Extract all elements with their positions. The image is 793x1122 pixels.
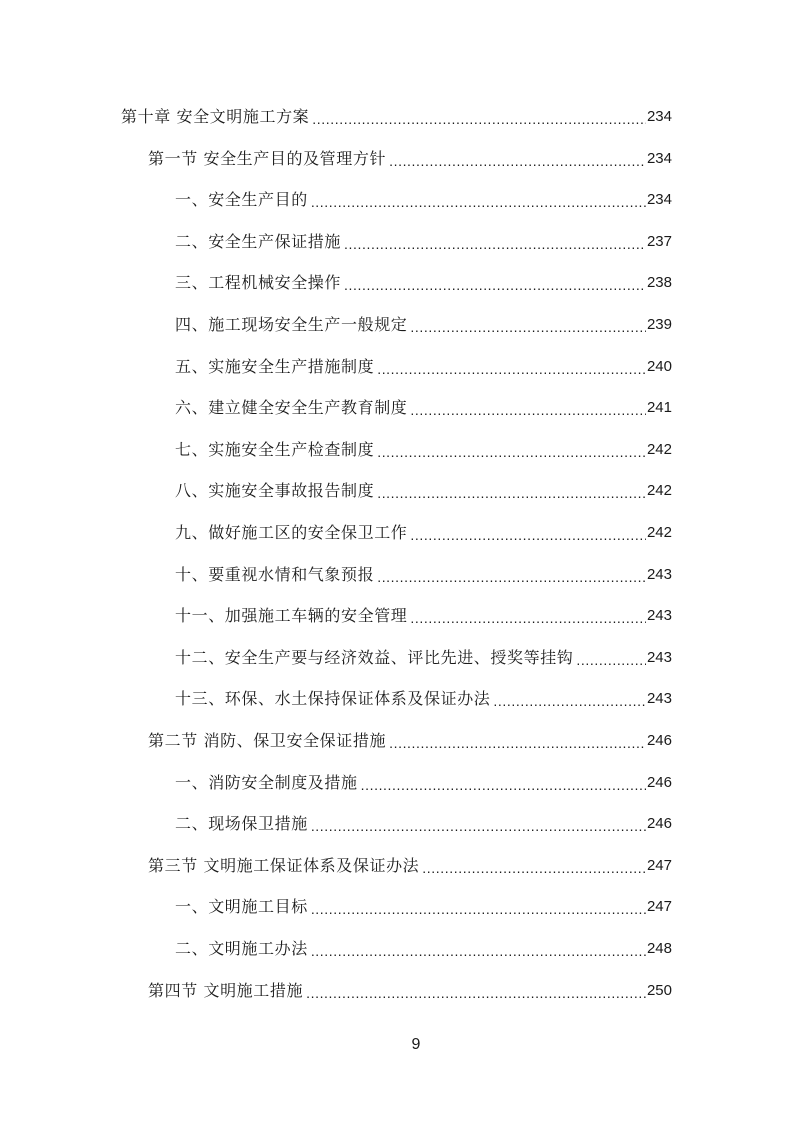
- toc-entry-page: 237: [646, 232, 672, 250]
- toc-entry-page: 243: [646, 607, 672, 625]
- toc-entry-page: 247: [646, 856, 672, 874]
- toc-dot-leader: [311, 931, 646, 971]
- toc-dot-leader: [493, 681, 646, 721]
- toc-entry-title: 四、施工现场安全生产一般规定: [175, 315, 408, 334]
- toc-entry[interactable]: [175, 763, 672, 803]
- toc-entry-title: 第三节 文明施工保证体系及保证办法: [148, 855, 420, 875]
- toc-entry-page: 247: [646, 898, 672, 916]
- toc-dot-leader: [344, 224, 646, 264]
- toc-entry-section-1[interactable]: [148, 139, 672, 179]
- toc-entry-page: 243: [646, 690, 672, 708]
- toc-dot-leader: [410, 515, 646, 555]
- toc-entry[interactable]: [175, 388, 672, 428]
- toc-dot-leader: [576, 640, 646, 680]
- toc-entry-section-4[interactable]: [148, 971, 672, 1011]
- toc-entry-page: 239: [646, 316, 672, 333]
- toc-entry-page: 248: [646, 940, 672, 957]
- toc-entry-page: 234: [646, 191, 672, 209]
- toc-entry-page: 246: [646, 773, 672, 791]
- toc-dot-leader: [389, 723, 646, 763]
- toc-entry-title: 三、工程机械安全操作: [175, 273, 342, 293]
- toc-entry-section-2[interactable]: [148, 721, 672, 761]
- toc-entry[interactable]: [175, 222, 672, 262]
- toc-entry-title: 第一节 安全生产目的及管理方针: [148, 148, 387, 168]
- toc-entry-title: 五、实施安全生产措施制度: [175, 356, 375, 376]
- toc-dot-leader: [389, 141, 646, 181]
- toc-entry-title: 八、实施安全事故报告制度: [175, 481, 375, 501]
- toc-entry-title: 一、安全生产目的: [175, 190, 308, 210]
- toc-entry-title: 第十章 安全文明施工方案: [121, 107, 310, 126]
- toc-entry-page: 234: [646, 149, 672, 167]
- toc-entry-title: 二、文明施工办法: [175, 939, 308, 958]
- toc-entry-page: 240: [646, 357, 672, 375]
- toc-entry-title: 第二节 消防、保卫安全保证措施: [148, 731, 387, 750]
- toc-entry[interactable]: [175, 305, 672, 345]
- toc-dot-leader: [311, 182, 646, 222]
- toc-entry-title: 一、消防安全制度及措施: [175, 772, 358, 792]
- toc-dot-leader: [410, 390, 646, 430]
- toc-entry-title: 十一、加强施工车辆的安全管理: [175, 606, 408, 626]
- toc-entry-page: 243: [646, 565, 672, 583]
- toc-entry[interactable]: [175, 471, 672, 511]
- toc-entry-title: 十、要重视水情和气象预报: [175, 564, 375, 584]
- toc-entry-title: 第四节 文明施工措施: [148, 980, 304, 1000]
- toc-entry-page: 246: [646, 732, 672, 749]
- page-number: 9: [411, 1036, 421, 1053]
- toc-entry-page: 242: [646, 482, 672, 500]
- toc-entry-title: 二、安全生产保证措施: [175, 231, 342, 251]
- toc-entry[interactable]: [175, 887, 672, 927]
- toc-dot-leader: [311, 806, 646, 846]
- toc-entry-title: 九、做好施工区的安全保卫工作: [175, 523, 408, 542]
- toc-entry-page: 234: [646, 108, 672, 125]
- toc-entry[interactable]: [175, 430, 672, 470]
- toc-dot-leader: [377, 349, 646, 389]
- toc-dot-leader: [377, 432, 646, 472]
- toc-entry-chapter-10[interactable]: [121, 97, 672, 137]
- toc-entry-page: 250: [646, 981, 672, 999]
- toc-entry-title: 七、实施安全生产检查制度: [175, 439, 375, 459]
- toc-entry[interactable]: [175, 555, 672, 595]
- toc-entry[interactable]: [175, 513, 672, 553]
- toc-entry[interactable]: [175, 263, 672, 303]
- toc-entry-title: 六、建立健全安全生产教育制度: [175, 398, 408, 418]
- toc-dot-leader: [306, 973, 646, 1013]
- toc-entry-section-3[interactable]: [148, 846, 672, 886]
- toc-entry-title: 十三、环保、水土保持保证体系及保证办法: [175, 689, 491, 709]
- toc-dot-leader: [361, 765, 646, 805]
- toc-entry-title: 十二、安全生产要与经济效益、评比先进、授奖等挂钩: [175, 647, 574, 667]
- toc-entry-page: 238: [646, 274, 672, 292]
- toc-entry-page: 246: [646, 815, 672, 833]
- toc-entry[interactable]: [175, 347, 672, 387]
- toc-dot-leader: [410, 598, 646, 638]
- toc-entry[interactable]: [175, 596, 672, 636]
- toc-dot-leader: [311, 889, 646, 929]
- toc-entry-page: 241: [646, 399, 672, 417]
- toc-dot-leader: [410, 307, 646, 347]
- toc-dot-leader: [312, 99, 646, 139]
- toc-entry[interactable]: [175, 180, 672, 220]
- toc-entry-page: 243: [646, 648, 672, 666]
- toc-entry[interactable]: [175, 679, 672, 719]
- toc-entry-page: 242: [646, 440, 672, 458]
- toc-entry-title: 一、文明施工目标: [175, 897, 308, 917]
- toc-dot-leader: [377, 557, 646, 597]
- toc-entry[interactable]: [175, 638, 672, 678]
- toc-dot-leader: [422, 848, 646, 888]
- toc-entry-page: 242: [646, 524, 672, 541]
- toc-entry-title: 二、现场保卫措施: [175, 814, 308, 834]
- toc-entry[interactable]: [175, 804, 672, 844]
- toc-entry[interactable]: [175, 929, 672, 969]
- toc-dot-leader: [377, 473, 646, 513]
- toc-dot-leader: [344, 265, 646, 305]
